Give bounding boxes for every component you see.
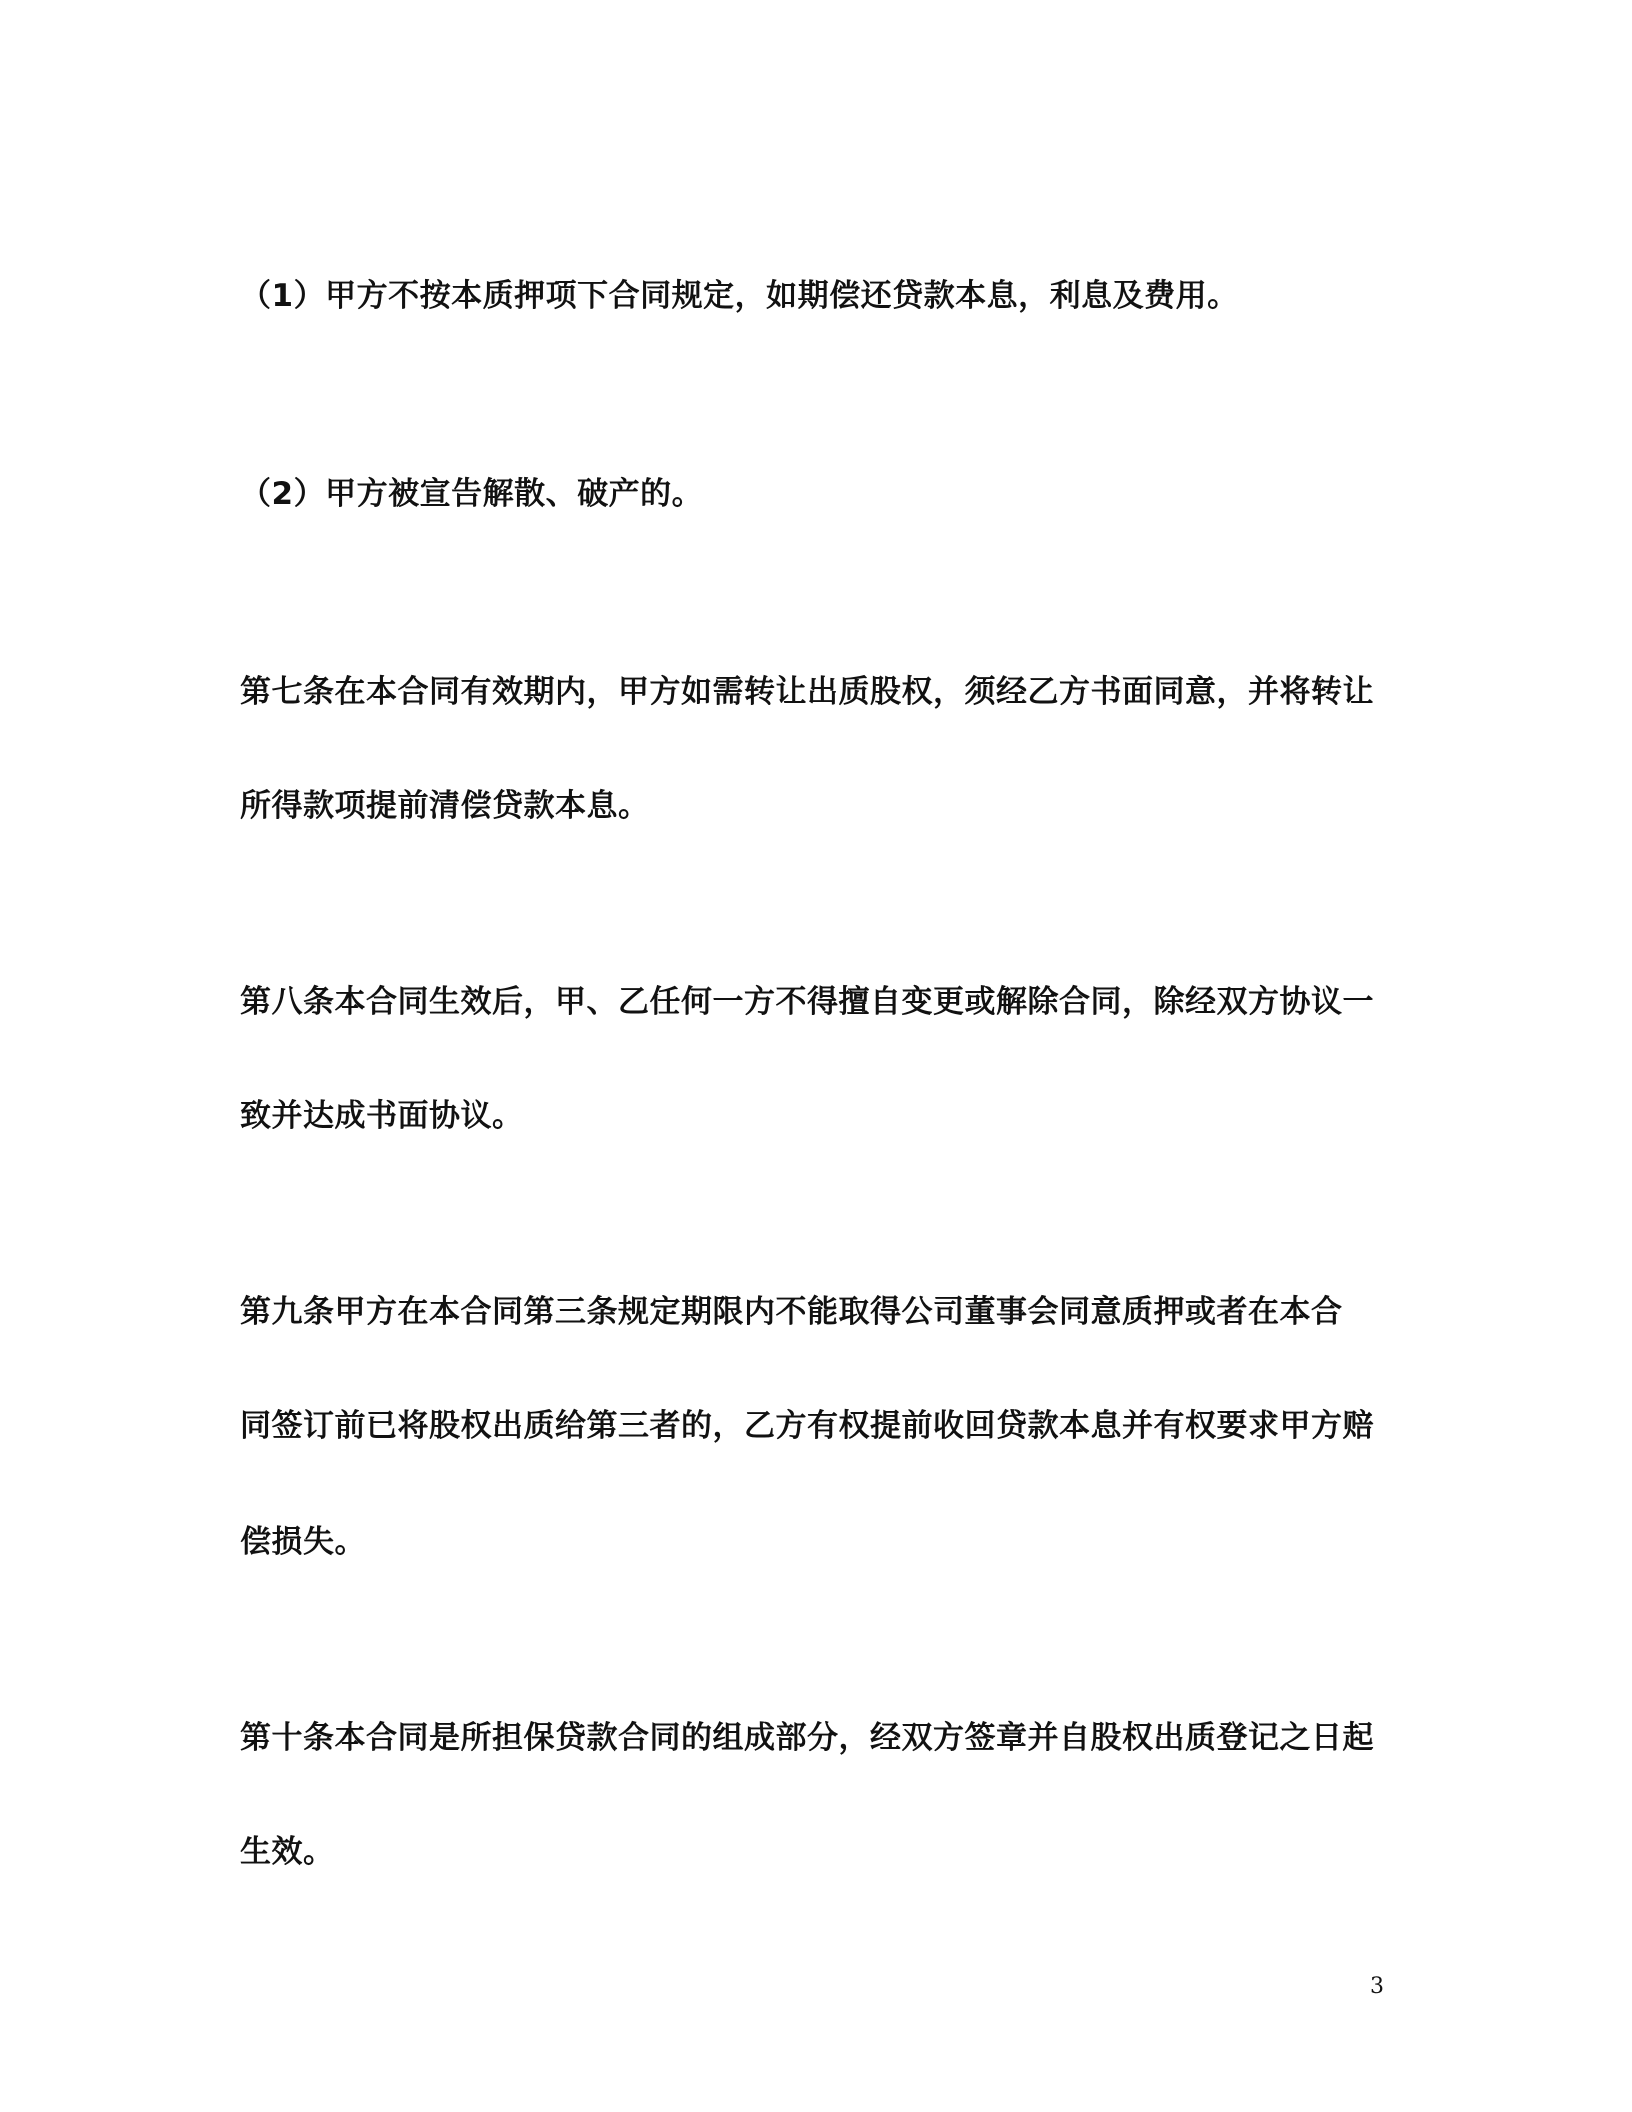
article-8-line-2: 致并达成书面协议。: [240, 1098, 524, 1134]
article-9-line-3: 偿损失。: [240, 1524, 366, 1560]
article-10-line-1: 第十条本合同是所担保贷款合同的组成部分，经双方签章并自股权出质登记之日起: [240, 1720, 1374, 1756]
article-7-line-1: 第七条在本合同有效期内，甲方如需转让出质股权，须经乙方书面同意，并将转让: [240, 674, 1374, 710]
article-8-line-1: 第八条本合同生效后，甲、乙任何一方不得擅自变更或解除合同，除经双方协议一: [240, 984, 1374, 1020]
article-10-line-2: 生效。: [240, 1834, 335, 1870]
article-7-line-2: 所得款项提前清偿贷款本息。: [240, 788, 650, 824]
article-9-line-2: 同签订前已将股权出质给第三者的，乙方有权提前收回贷款本息并有权要求甲方赔: [240, 1408, 1374, 1444]
article-9-line-1: 第九条甲方在本合同第三条规定期限内不能取得公司董事会同意质押或者在本合: [240, 1294, 1343, 1330]
clause-item-2: （2）甲方被宣告解散、破产的。: [240, 476, 704, 512]
page-number: 3: [1370, 1974, 1384, 1999]
clause-item-1: （1）甲方不按本质押项下合同规定，如期偿还贷款本息，利息及费用。: [240, 278, 1239, 314]
